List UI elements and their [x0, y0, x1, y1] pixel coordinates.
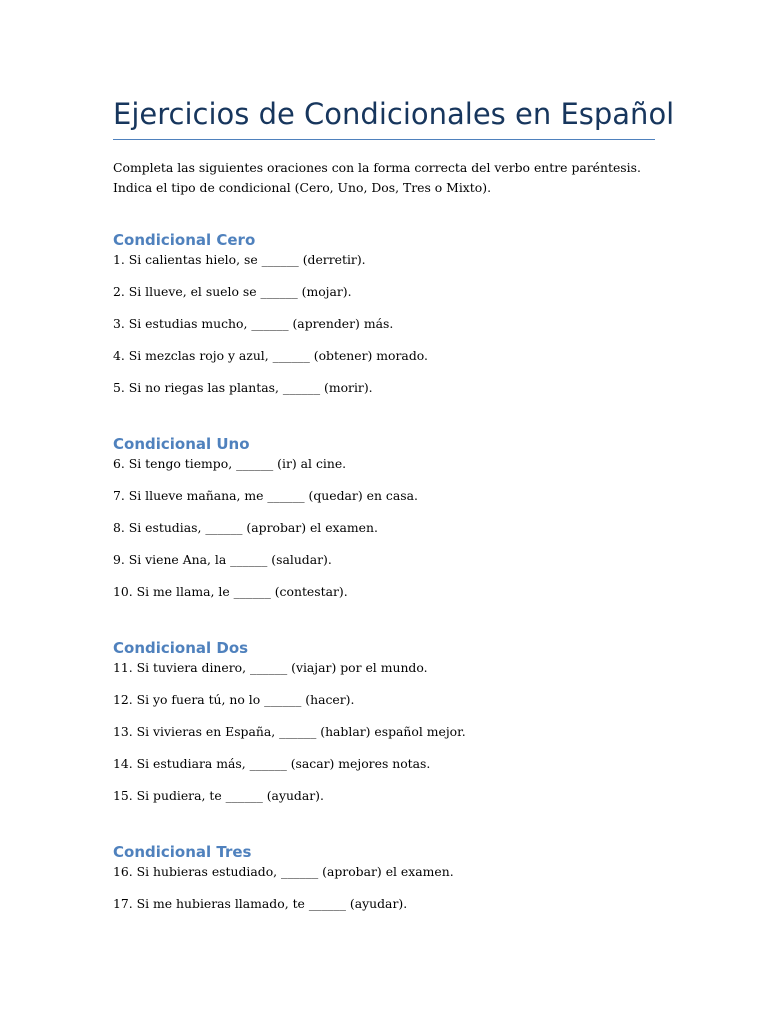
exercise-item: 14. Si estudiara más, ______ (sacar) mejores notas.	[113, 756, 431, 771]
page-title: Ejercicios de Condicionales en Español	[113, 97, 675, 131]
exercise-item: 3. Si estudias mucho, ______ (aprender) más.	[113, 316, 394, 331]
section-condicional-tres	[113, 840, 655, 928]
section-condicional-uno	[113, 432, 655, 616]
exercise-item: 10. Si me llama, le ______ (contestar).	[113, 584, 348, 599]
section-condicional-dos	[113, 636, 655, 820]
section-heading: Condicional Uno	[113, 435, 250, 453]
title-underline	[113, 139, 655, 140]
section-heading: Condicional Tres	[113, 843, 252, 861]
exercise-item: 9. Si viene Ana, la ______ (saludar).	[113, 552, 332, 567]
exercise-item: 15. Si pudiera, te ______ (ayudar).	[113, 788, 324, 803]
exercise-list	[113, 252, 655, 412]
exercise-list	[113, 456, 655, 616]
exercise-list	[113, 660, 655, 820]
exercise-item: 12. Si yo fuera tú, no lo ______ (hacer).	[113, 692, 355, 707]
exercise-item: 8. Si estudias, ______ (aprobar) el examen.	[113, 520, 378, 535]
exercise-item: 17. Si me hubieras llamado, te ______ (ayudar).	[113, 896, 408, 911]
exercise-item: 1. Si calientas hielo, se ______ (derretir).	[113, 252, 366, 267]
section-condicional-cero	[113, 228, 655, 412]
exercise-item: 7. Si llueve mañana, me ______ (quedar) en casa.	[113, 488, 418, 503]
exercise-item: 6. Si tengo tiempo, ______ (ir) al cine.	[113, 456, 347, 471]
section-heading: Condicional Dos	[113, 639, 249, 657]
exercise-item: 5. Si no riegas las plantas, ______ (morir).	[113, 380, 373, 395]
exercise-item: 11. Si tuviera dinero, ______ (viajar) por el mundo.	[113, 660, 428, 675]
exercise-item: 2. Si llueve, el suelo se ______ (mojar).	[113, 284, 352, 299]
section-heading: Condicional Cero	[113, 231, 256, 249]
exercise-item: 13. Si vivieras en España, ______ (hablar) español mejor.	[113, 724, 466, 739]
exercise-item: 4. Si mezclas rojo y azul, ______ (obtener) morado.	[113, 348, 428, 363]
exercise-item: 16. Si hubieras estudiado, ______ (aprobar) el examen.	[113, 864, 454, 879]
instructions-paragraph: Completa las siguientes oraciones con la forma correcta del verbo entre paréntesis. Indica el tipo de condicional (Cero, Uno, Dos, Tres o Mixto).	[113, 160, 641, 195]
exercise-list	[113, 864, 655, 928]
